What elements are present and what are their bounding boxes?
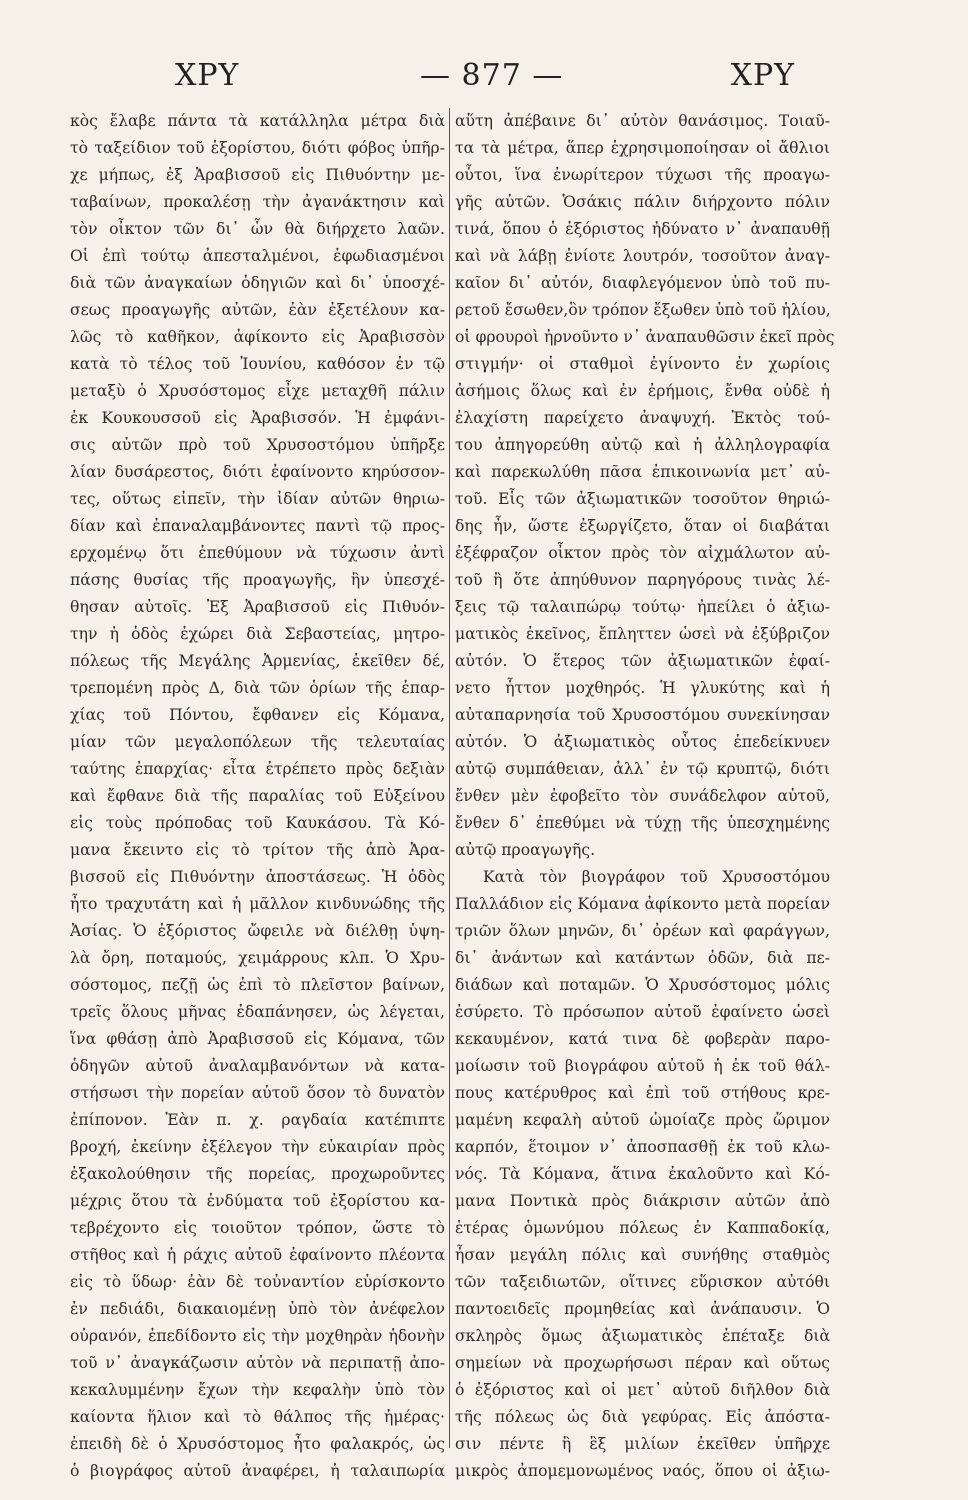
text-line: ἔνθεν μὲν ἐφοβεῖτο τὸν συνάδελφον αὐτοῦ, <box>455 787 830 805</box>
text-line: πους κατέρυθρος καὶ ἐπὶ τοῦ στήθους κρε- <box>455 1084 830 1102</box>
text-line: κεκαυμένον, κατά τινα δὲ φοβερὰν παρο- <box>455 1030 830 1048</box>
text-line: τῶν ταξειδιωτῶν, οἵτινες εὕρισκον αὐτόθι <box>455 1273 830 1291</box>
text-line: ταβαίνων, προκαλέσῃ τὴν ἀγανάκτησιν καὶ <box>70 193 445 211</box>
text-line: αὕτη ἀπέβαινε δι᾽ αὐτὸν θανάσιμος. Τοιαῦ- <box>455 112 830 130</box>
text-line: τρεῖς ὅλους μῆνας ἐδαπάνησεν, ὡς λέγεται, <box>70 1003 445 1021</box>
text-line: καὶ παρεκωλύθη πᾶσα ἐπικοινωνία μετ᾽ αὐ- <box>455 463 830 481</box>
text-line: εἰς τὸ ὕδωρ· ἐὰν δὲ τοὐναντίον εὑρίσκοντο <box>70 1273 445 1291</box>
text-line: πόλεως τῆς Μεγάλης Ἀρμενίας, ἐκεῖθεν δέ, <box>70 652 445 670</box>
text-line: ἑτέρας ὁμωνύμου πόλεως ἐν Καππαδοκίᾳ, <box>455 1219 830 1237</box>
text-line: την ἡ ὁδὸς ἐχώρει διὰ Σεβαστείας, μητρο- <box>70 625 445 643</box>
text-line: ρετοῦ ἔσωθεν,ὃν τρόπον ἔξωθεν ὑπὸ τοῦ ἡλίου, <box>455 301 831 319</box>
text-line: σις αὐτῶν πρὸ τοῦ Χρυσοστόμου ὑπῆρξε <box>70 436 445 454</box>
text-line: αὐτῷ προαγωγῆς. <box>455 841 596 859</box>
text-line: αὐτόν. Ὁ ἕτερος τῶν ἀξιωματικῶν ἐφαί- <box>455 652 830 670</box>
text-line: ὁ ἐξόριστος καὶ οἱ μετ᾽ αὐτοῦ διῆλθον διὰ <box>455 1381 830 1399</box>
text-line: λὰ ὄρη, ποταμούς, χειμάρρους κλπ. Ὁ Χρυ- <box>70 949 445 967</box>
text-line: ἐπίπονον. Ἐὰν π. χ. ραγδαία κατέπιπτε <box>70 1111 445 1129</box>
text-line: μαμένη κεφαλὴ αὐτοῦ ὡμοίαζε πρὸς ὥριμον <box>455 1111 830 1129</box>
text-line: ερχομένῳ ὅτι ἐπεθύμουν νὰ τύχωσιν ἀντὶ <box>70 544 445 562</box>
text-line: γῆς αὐτῶν. Ὁσάκις πάλιν διήρχοντο πόλιν <box>455 193 830 211</box>
text-line: λῶς τὸ καθῆκον, ἀφίκοντο εἰς Ἀραβισσὸν <box>70 328 445 346</box>
text-line: ἐπειδὴ δὲ ὁ Χρυσόστομος ἦτο φαλακρός, ὡς <box>70 1435 445 1453</box>
text-line: ἔνθεν δ᾽ ἐπεθύμει νὰ τύχῃ τῆς ὑπεσχημένης <box>455 814 830 832</box>
text-line: χε μήπως, ἐξ Ἀραβισσοῦ εἰς Πιθυόντην με- <box>70 166 445 184</box>
text-line: χίας τοῦ Πόντου, ἔφθανεν εἰς Κόμανα, <box>70 706 445 724</box>
text-line: μανα Ποντικὰ πρὸς διάκρισιν αὐτῶν ἀπὸ <box>455 1192 830 1210</box>
text-line: τὸν οἶκτον τῶν δι᾽ ὧν θὰ διήρχετο λαῶν. <box>70 220 445 238</box>
text-line: δι᾽ ἀνάντων καὶ κατάντων ὁδῶν, διὰ πε- <box>455 949 830 967</box>
text-line: καῖον δι᾽ αὐτόν, διαφλεγόμενον ὑπὸ τοῦ πυ- <box>455 274 830 292</box>
text-line: στιγμήν· οἱ σταθμοὶ ἐγίνοντο ἐν χωρίοις <box>455 355 830 373</box>
text-line: ἵνα φθάσῃ ἀπὸ Ἀραβισσοῦ εἰς Κόμανα, τῶν <box>70 1030 445 1048</box>
page-number: — 877 — <box>420 58 564 93</box>
text-line: παντοειδεῖς προμηθείας καὶ ἀνάπαυσιν. Ὁ <box>455 1300 830 1318</box>
text-line: αὐτῷ συμπάθειαν, ἀλλ᾽ ἐν τῷ κρυπτῷ, διότι <box>455 760 830 778</box>
text-line: ἐκ Κουκουσσοῦ εἰς Ἀραβισσόν. Ἡ ἐμφάνι- <box>70 409 445 427</box>
text-line: οἱ φρουροὶ ἠρνοῦντο ν᾽ ἀναπαυθῶσιν ἐκεῖ πρὸς <box>455 328 835 346</box>
text-line: σεως προαγωγῆς αὐτῶν, ἐὰν ἐξετέλουν κα- <box>70 301 445 319</box>
header-left-keyword: ΧΡΥ <box>175 58 240 93</box>
text-line: καὶ ἔφθανε διὰ τῆς παραλίας τοῦ Εὐξείνου <box>70 787 445 805</box>
text-line: βροχή, ἐκείνην ἐξέλεγον τὴν εὐκαιρίαν πρὸς <box>70 1138 445 1156</box>
text-line: νός. Τὰ Κόμανα, ἅτινα ἐκαλοῦντο καὶ Κό- <box>455 1165 830 1183</box>
text-line: ἐλαχίστη παρείχετο ἀναψυχή. Ἐκτὸς τού- <box>455 409 830 427</box>
header-right-keyword: ΧΡΥ <box>730 58 795 93</box>
text-line: Κατὰ τὸν βιογράφον τοῦ Χρυσοστόμου <box>483 868 830 886</box>
text-line: κατὰ τὸ τέλος τοῦ Ἰουνίου, καθόσον ἐν τῷ <box>70 355 445 373</box>
text-line: τα τὰ μέτρα, ἅπερ ἐχρησιμοποίησαν οἱ ἄθλιοι <box>455 139 830 157</box>
text-line: ἀσήμοις ὅλως καὶ ἐν ἐρήμοις, ἔνθα οὐδὲ ἡ <box>455 382 830 400</box>
text-line: σιν πέντε ἢ ἓξ μιλίων ἐκεῖθεν ὑπῆρχε <box>455 1435 830 1453</box>
text-line: του ἀπηγορεύθη αὐτῷ καὶ ἡ ἀλληλογραφία <box>455 436 830 454</box>
column-divider <box>449 108 450 1448</box>
text-line: τὸ ταξείδιον τοῦ ἐξορίστου, διότι φόβος ὑπῆρ- <box>70 139 445 157</box>
page-header <box>175 58 795 98</box>
text-line: αὐτόν. Ὁ ἀξιωματικὸς οὗτος ἐπεδείκνυεν <box>455 733 830 751</box>
text-line: νετο ἧττον μοχθηρός. Ἡ γλυκύτης καὶ ἡ <box>455 679 830 697</box>
text-line: κεκαλυμμένην ἔχων τὴν κεφαλὴν ὑπὸ τὸν <box>70 1381 445 1399</box>
text-line: μοίωσιν τοῦ βιογράφου αὐτοῦ ἡ ἐκ τοῦ θάλ- <box>455 1057 830 1075</box>
text-line: τοῦ ἢ ὅτε ἀπηύθυνον παρηγόρους τινὰς λέ- <box>455 571 830 589</box>
text-line: μανα ἔκειντο εἰς τὸ τρίτον τῆς ἀπὸ Ἀρα- <box>70 841 445 859</box>
text-line: δης ἦν, ὥστε ἐξωργίζετο, ὅταν οἱ διαβάται <box>455 517 830 535</box>
text-line: σόστομος, πεζῇ ὡς ἐπὶ τὸ πλεῖστον βαίνων, <box>70 976 445 994</box>
text-line: τῆς πόλεως ὡς διὰ γεφύρας. Εἰς ἀπόστα- <box>455 1408 830 1426</box>
text-line: τριῶν ὅλων μηνῶν, δι᾽ ὀρέων καὶ φαράγγων, <box>455 922 830 940</box>
text-line: ἦσαν μεγάλη πόλις καὶ συνήθης σταθμὸς <box>455 1246 830 1264</box>
text-line: τοῦ. Εἷς τῶν ἀξιωματικῶν τοσοῦτον θηριώ- <box>455 490 830 508</box>
text-line: θησαν αὐτοῖς. Ἐξ Ἀραβισσοῦ εἰς Πιθυόν- <box>70 598 445 616</box>
text-line: οὗτοι, ἵνα ἐνωρίτερον τύχωσι τῆς προαγω- <box>455 166 830 184</box>
right-column <box>455 108 835 1485</box>
text-line: στήσωσι τὴν πορείαν αὐτοῦ ὅσον τὸ δυνατὸν <box>70 1084 445 1102</box>
text-line: μίαν τῶν μεγαλοπόλεων τῆς τελευταίας <box>70 733 445 751</box>
text-line: ξεις τῷ ταλαιπώρῳ τούτῳ· ἠπείλει ὁ ἀξιω- <box>455 598 830 616</box>
text-line: Οἱ ἐπὶ τούτῳ ἀπεσταλμένοι, ἐφωδιασμένοι <box>70 247 445 265</box>
text-line: ἐσύρετο. Τὸ πρόσωπον αὐτοῦ ἐφαίνετο ὡσεὶ <box>455 1003 830 1021</box>
text-line: σκληρὸς ὅμως ἀξιωματικὸς ἐπέταξε διὰ <box>455 1327 830 1345</box>
text-line: στῆθος καὶ ἡ ράχις αὐτοῦ ἐφαίνοντο πλέοντα <box>70 1246 445 1264</box>
text-line: τεβρέχοντο εἰς τοιοῦτον τρόπον, ὥστε τὸ <box>70 1219 445 1237</box>
text-line: ἐν πεδιάδι, διακαιομένῃ ὑπὸ τὸν ἀνέφελον <box>70 1300 445 1318</box>
text-line: σημείων νὰ προχωρήσωσι πέραν καὶ οὕτως <box>455 1354 830 1372</box>
text-line: Ἀσίας. Ὁ ἐξόριστος ὤφειλε νὰ διέλθῃ ὑψη- <box>70 922 445 940</box>
text-line: τες, οὕτως εἰπεῖν, τὴν ἰδίαν αὐτῶν θηριω- <box>70 490 445 508</box>
text-line: κὸς ἔλαβε πάντα τὰ κατάλληλα μέτρα διὰ <box>70 112 445 130</box>
text-line: βισσοῦ εἰς Πιθυόντην ἀποστάσεως. Ἡ ὁδὸς <box>70 868 445 886</box>
text-line: τρεπομένη πρὸς Δ, διὰ τῶν ὁρίων τῆς ἐπαρ- <box>70 679 445 697</box>
text-line: εἰς τοὺς πρόποδας τοῦ Καυκάσου. Τὰ Κό- <box>70 814 445 832</box>
text-line: καίοντα ἥλιον καὶ τὸ θάλπος τῆς ἡμέρας· <box>70 1408 445 1426</box>
text-line: αὐταπαρνησία τοῦ Χρυσοστόμου συνεκίνησαν <box>455 706 830 724</box>
text-line: τοῦ ν᾽ ἀναγκάζωσιν αὐτὸν νὰ περιπατῇ ἀπο- <box>70 1354 445 1372</box>
text-line: λίαν δυσάρεστος, διότι ἐφαίνοντο κηρύσσον- <box>70 463 445 481</box>
text-line: τινά, ὅπου ὁ ἐξόριστος ἠδύνατο ν᾽ ἀναπαυθῇ <box>455 220 830 238</box>
text-line: διὰ τῶν ἀναγκαίων ὁδηγιῶν καὶ δι᾽ ὑποσχέ- <box>70 274 445 292</box>
text-line: διάδων καὶ ποταμῶν. Ὁ Χρυσόστομος μόλις <box>455 976 830 994</box>
text-line: ἐξακολούθησιν τῆς πορείας, προχωροῦντες <box>70 1165 445 1183</box>
text-line: μεταξὺ ὁ Χρυσόστομος εἶχε μεταχθῆ πάλιν <box>70 382 445 400</box>
text-line: μέχρις ὅτου τὰ ἐνδύματα τοῦ ἐξορίστου κα- <box>70 1192 445 1210</box>
text-line: καὶ νὰ λάβῃ ἐνίοτε λουτρόν, τοσοῦτον ἀναγ- <box>455 247 830 265</box>
text-line: καρπόν, ἕτοιμον ν᾽ ἀποσπασθῇ ἐκ τοῦ κλω- <box>455 1138 830 1156</box>
text-line: πάσης θυσίας τῆς προαγωγῆς, ἣν ὑπεσχέ- <box>70 571 445 589</box>
text-line: δίαν καὶ ἐπαναλαμβάνοντες παντὶ τῷ προς- <box>70 517 445 535</box>
text-line: οὐρανόν, ἐπεδίδοντο εἰς τὴν μοχθηρὰν ἡδονὴν <box>70 1327 445 1345</box>
text-line: Παλλάδιον εἰς Κόμανα ἀφίκοντο μετὰ πορείαν <box>455 895 830 913</box>
text-line: ὁ βιογράφος αὐτοῦ ἀναφέρει, ἡ ταλαιπωρία <box>70 1462 445 1480</box>
left-column <box>70 108 445 1485</box>
text-line: ἦτο τραχυτάτη καὶ ἡ μᾶλλον κινδυνώδης τῆς <box>70 895 445 913</box>
text-line: ταύτης ἐπαρχίας· εἶτα ἐτρέπετο πρὸς δεξιὰν <box>70 760 445 778</box>
text-line: μικρὸς ἀπομεμονωμένος ναός, ὅπου οἱ ἀξιω- <box>455 1462 830 1480</box>
text-line: ἐξέφραζον οἶκτον πρὸς τὸν αἰχμάλωτον αὐ- <box>455 544 830 562</box>
text-line: ματικὸς ἐκεῖνος, ἔπληττεν ὡσεὶ νὰ ἐξύβριζον <box>455 625 830 643</box>
text-line: ὁδηγῶν αὐτοῦ ἀναλαμβανόντων νὰ κατα- <box>70 1057 445 1075</box>
